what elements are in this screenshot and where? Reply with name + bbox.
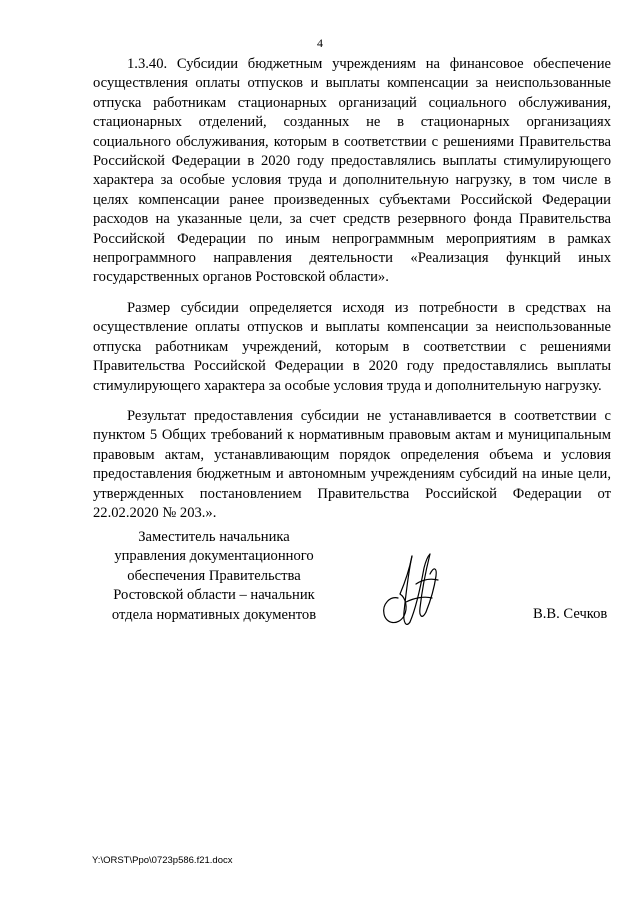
file-path: Y:\ORST\Ppo\0723p586.f21.docx — [92, 855, 233, 866]
signer-name: В.В. Сечков — [533, 606, 608, 622]
page-number: 4 — [317, 36, 323, 50]
signer-title-line: Заместитель начальника — [138, 529, 290, 545]
signer-title — [104, 528, 324, 625]
paragraph-subsidy-result: Результат предоставления субсидии не устанавливается в соответствии с пунктом 5 Общих требований к нормативным правовым актам и муниципальным правовым актам, устанавливающим порядок определения объема и условия предоставления бюджетным и автономным учреждениям субсидий на иные цели, утвержденных постановлением Правительства Российской Федерации от 22.02.2020 № 203.». — [93, 407, 611, 521]
signer-title-line: Ростовской области – начальник — [113, 587, 315, 604]
signature-block — [0, 528, 640, 638]
document-body — [93, 55, 611, 534]
signer-title-line: отдела нормативных документов — [111, 606, 317, 623]
paragraph-subsidy-amount: Размер субсидии определяется исходя из потребности в средствах на осуществление оплаты отпусков и выплаты компенсации за неиспользованные отпуска работникам учреждений, которым в соответствии с решениями Правительства Российской Федерации в 2020 году предоставлялись выплаты стимулирующего характера за особые условия труда и дополнительную нагрузку. — [93, 299, 611, 394]
handwritten-signature — [376, 550, 446, 632]
signer-title-line: обеспечения Правительства — [127, 567, 301, 584]
paragraph-subsidy-definition: 1.3.40. Субсидии бюджетным учреждениям на финансовое обеспечение осуществления оплаты отпусков и выплаты компенсации за неиспользованные отпуска работникам стационарных организаций социального обслуживания, стационарных отделений, созданных не в стационарных организациях социального обслуживания, которым в соответствии с решениями Правительства Российской Федерации в 2020 году предоставлялись выплаты стимулирующего характера за особые условия труда и дополнительную нагрузку, в том числе в целях компенсации ранее произведенных субъектами Российской Федерации расходов на указанные цели, за счет средств резервного фонда Правительства Российской Федерации по иным непрограммным мероприятиям в рамках непрограммного направления деятельности «Реализация функций иных государственных органов Ростовской области». — [93, 56, 611, 286]
signer-title-line: управления документационного — [114, 548, 314, 565]
